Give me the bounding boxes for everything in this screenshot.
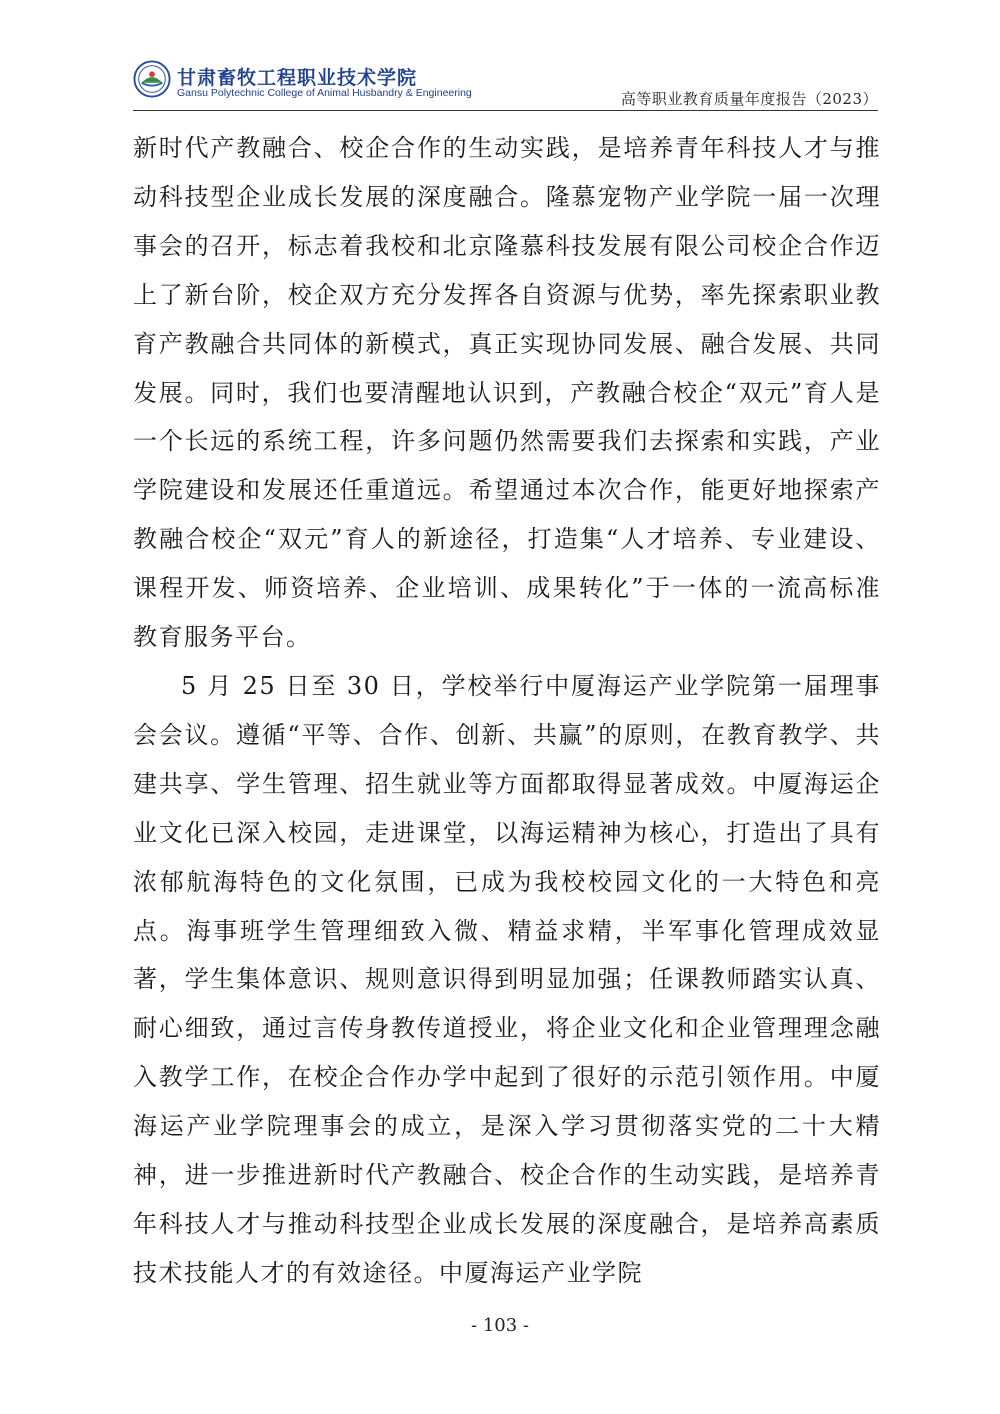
header-divider	[133, 110, 878, 111]
college-name-cn: 甘肃畜牧工程职业技术学院	[177, 67, 418, 89]
document-body	[133, 124, 881, 1298]
page-header	[133, 60, 878, 112]
paragraph: 5 月 25 日至 30 日，学校举行中厦海运产业学院第一届理事会会议。遵循“平等、合作、创新、共赢”的原则，在教育教学、共建共享、学生管理、招生就业等方面都取得显著成效。中厦海运企业文化已深入校园，走进课堂，以海运精神为核心，打造出了具有浓郁航海特色的文化氛围，已成为我校校园文化的一大特色和亮点。海事班学生管理细致入微、精益求精，半军事化管理成效显著，学生集体意识、规则意识得到明显加强；任课教师踏实认真、耐心细致，通过言传身教传道授业，将企业文化和企业管理理念融入教学工作，在校企合作办学中起到了很好的示范引领作用。中厦海运产业学院理事会的成立，是深入学习贯彻落实党的二十大精神，进一步推进新时代产教融合、校企合作的生动实践，是培养青年科技人才与推动科技型企业成长发展的深度融合，是培养高素质技术技能人才的有效途径。中厦海运产业学院	[133, 671, 881, 1287]
page-number: - 103 -	[471, 1315, 529, 1336]
college-name-en: Gansu Polytechnic College of Animal Husbandry & Engineering	[177, 87, 472, 99]
paragraph: 新时代产教融合、校企合作的生动实践，是培养青年科技人才与推动科技型企业成长发展的深度融合。隆慕宠物产业学院一届一次理事会的召开，标志着我校和北京隆慕科技发展有限公司校企合作迈上了新台阶，校企双方充分发挥各自资源与优势，率先探索职业教育产教融合共同体的新模式，真正实现协同发展、融合发展、共同发展。同时，我们也要清醒地认识到，产教融合校企“双元”育人是一个长远的系统工程，许多问题仍然需要我们去探索和实践，产业学院建设和发展还任重道远。希望通过本次合作，能更好地探索产教融合校企“双元”育人的新途径，打造集“人才培养、专业建设、课程开发、师资培养、企业培训、成果转化”于一体的一流高标准教育服务平台。	[133, 134, 881, 652]
college-emblem-icon	[133, 60, 171, 98]
report-title: 高等职业教育质量年度报告（2023）	[620, 90, 878, 108]
